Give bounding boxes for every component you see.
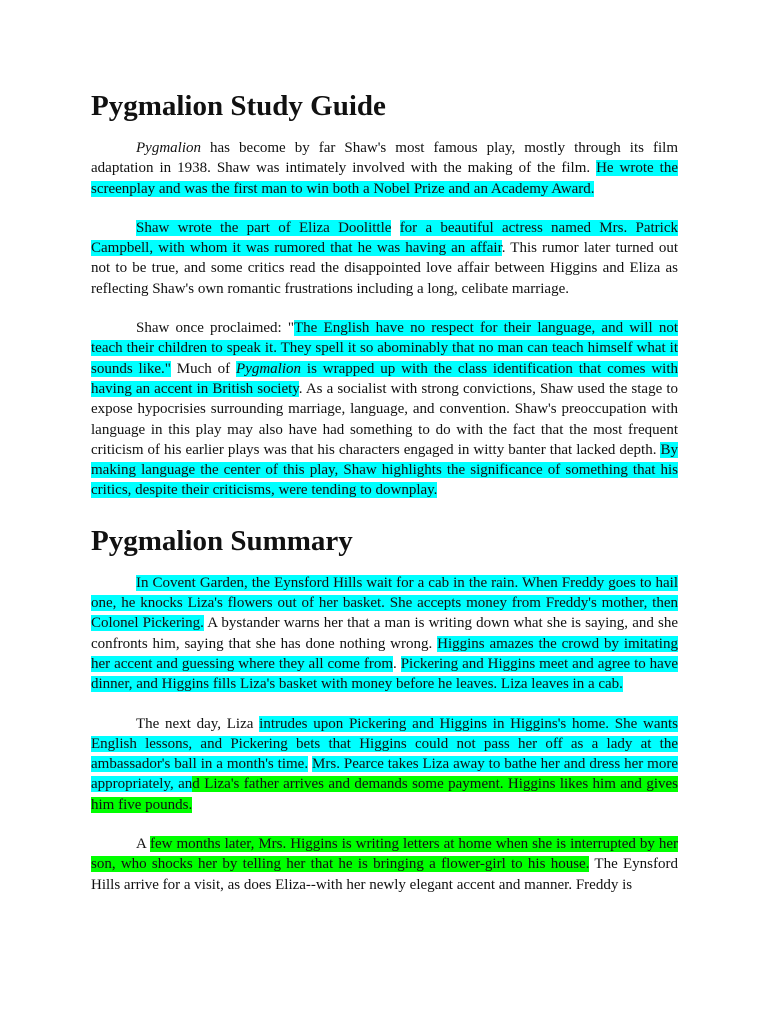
highlighted-text: few months later, Mrs. Higgins is writing letters at home when she is interrupted by her son, who shocks her by telling her that he is bringing a flower-girl to his house. bbox=[91, 836, 678, 873]
highlighted-text: Shaw wrote the part of Eliza Doolittle bbox=[136, 219, 392, 236]
highlighted-text: In Covent Garden, the Eynsford Hills wait for a cab in the rain. When Freddy goes to hail one, he knocks Liza's flowers out of her basket. She accepts money from Freddy's mother, then Colonel Pickering. bbox=[91, 574, 678, 632]
text-run: Much of bbox=[170, 360, 237, 377]
summary-paragraph-1 bbox=[91, 573, 678, 695]
text-run: Pygmalion bbox=[136, 140, 201, 156]
study-guide-paragraph-2 bbox=[91, 218, 678, 299]
highlighted-text: Mrs. Pearce takes Liza away to bathe her and dress her more appropriately, an bbox=[91, 756, 678, 793]
highlighted-text: for a beautiful actress named Mrs. Patrick Campbell, with whom it was rumored that he was having an affair bbox=[91, 219, 678, 257]
highlighted-text: The English have no respect for their language, and will not teach their children to speak it. They spell it so abominably that no man can teach himself what it sounds like." bbox=[91, 320, 678, 377]
text-run: Shaw once proclaimed: " bbox=[136, 320, 295, 337]
text-run: . bbox=[393, 655, 401, 672]
summary-heading: Pygmalion Summary bbox=[91, 524, 353, 557]
highlighted-text: d Liza's father arrives and demands some payment. Higgins likes him and gives him five pounds. bbox=[91, 776, 678, 813]
text-run: . This rumor later turned out not to be true, and some critics read the disappointed love affair between Higgins and Eliza as reflecting Shaw's own romantic frustrations including a long, celibate marriage. bbox=[91, 240, 678, 297]
text-run: The next day, Liza bbox=[136, 715, 260, 732]
summary-paragraph-3 bbox=[91, 834, 678, 895]
text-run: A bystander warns her that a man is writing down what she is saying, and she confronts him, saying that she has done nothing wrong. bbox=[91, 615, 678, 652]
summary-paragraph-2 bbox=[91, 714, 678, 815]
text-run: . As a socialist with strong convictions, Shaw used the stage to expose hypocrisies surrounding marriage, language, and convention. Shaw's preoccupation with language in this play may also have had something to do with the fact that the most frequent criticism of his earlier plays was that his characters engaged in witty banter that lacked depth. bbox=[91, 380, 678, 458]
text-run: A bbox=[136, 836, 150, 853]
highlighted-text: He wrote the screenplay and was the first man to win both a Nobel Prize and an Academy Award. bbox=[91, 160, 679, 197]
text-run: The Eynsford Hills arrive for a visit, as does Eliza--with her newly elegant accent and manner. Freddy is bbox=[91, 856, 679, 893]
text-run: has become by far Shaw's most famous play, mostly through its film adaptation in 1938. Shaw was intimately involved with the making of the film. bbox=[91, 140, 678, 177]
highlighted-text: Pygmalion bbox=[236, 360, 302, 377]
highlighted-text: is wrapped up with the class identification that comes with having an accent in British society bbox=[91, 360, 678, 397]
study-guide-paragraph-1 bbox=[91, 138, 678, 199]
highlighted-text: intrudes upon Pickering and Higgins in Higgins's home. She wants English lessons, and Pickering bets that Higgins could not pass her off as a lady at the ambassador's ball in a month's time. bbox=[91, 715, 678, 773]
highlighted-text: Pickering and Higgins meet and agree to have dinner, and Higgins fills Liza's basket with money before he leaves. Liza leaves in a cab. bbox=[91, 655, 678, 693]
highlighted-text: Higgins amazes the crowd by imitating her accent and guessing where they all come from bbox=[91, 635, 678, 672]
study-guide-heading: Pygmalion Study Guide bbox=[91, 90, 386, 122]
study-guide-paragraph-3 bbox=[91, 318, 678, 501]
highlighted-text: By making language the center of this play, Shaw highlights the significance of something that his critics, despite their criticisms, were tending to downplay. bbox=[91, 441, 678, 499]
text-run bbox=[391, 220, 399, 236]
